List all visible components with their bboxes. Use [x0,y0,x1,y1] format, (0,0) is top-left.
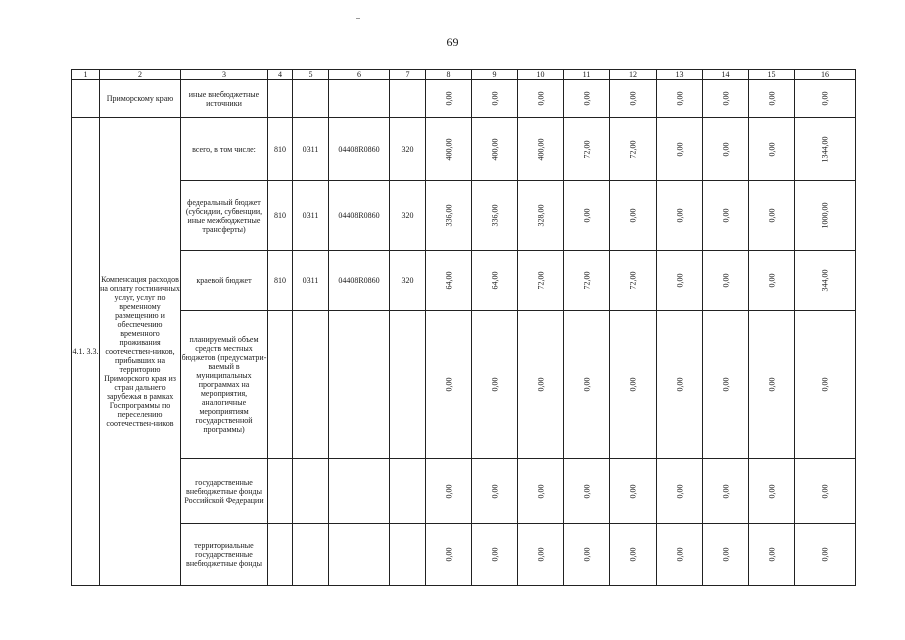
value-cell: 0,00 [564,459,610,524]
value-cell: 0,00 [426,524,472,586]
value-cell: 0,00 [657,524,703,586]
value-cell: 64,00 [472,251,518,311]
rzpr-cell: 0311 [293,251,329,311]
vr-cell: 320 [390,181,426,251]
total-cell: 0,00 [795,524,856,586]
table-row [72,80,856,118]
scan-artifact [356,18,360,19]
rzpr-cell [293,524,329,586]
value-cell: 0,00 [518,524,564,586]
header-cell: 8 [426,70,472,80]
grbs-cell [268,311,293,459]
rzpr-cell [293,459,329,524]
total-cell: 0,00 [795,311,856,459]
value-cell: 0,00 [426,459,472,524]
value-cell: 400,00 [426,118,472,181]
value-cell: 0,00 [657,118,703,181]
value-cell: 0,00 [657,251,703,311]
csr-cell: 04408R0860 [329,181,390,251]
value-cell: 0,00 [610,524,657,586]
rzpr-cell [293,80,329,118]
value-cell: 0,00 [703,311,749,459]
number-cell [72,80,100,118]
value-cell: 0,00 [657,459,703,524]
value-cell: 0,00 [749,118,795,181]
value-cell: 0,00 [657,311,703,459]
grbs-cell [268,459,293,524]
grbs-cell [268,524,293,586]
funding-source-cell: иные внебюджетные источники [181,80,268,118]
total-cell: 1344,00 [795,118,856,181]
value-cell: 0,00 [657,80,703,118]
header-cell: 9 [472,70,518,80]
header-cell: 12 [610,70,657,80]
value-cell: 0,00 [472,311,518,459]
value-cell: 0,00 [564,524,610,586]
csr-cell [329,80,390,118]
value-cell: 0,00 [472,524,518,586]
value-cell: 0,00 [518,311,564,459]
header-cell: 6 [329,70,390,80]
header-cell: 7 [390,70,426,80]
header-cell: 1 [72,70,100,80]
header-cell: 13 [657,70,703,80]
table-row [72,311,856,459]
grbs-cell: 810 [268,118,293,181]
csr-cell [329,459,390,524]
budget-table [71,69,856,586]
header-cell: 16 [795,70,856,80]
table-row [72,459,856,524]
header-cell: 4 [268,70,293,80]
page-number: 69 [446,35,459,49]
total-cell: 0,00 [795,80,856,118]
header-cell: 3 [181,70,268,80]
header-cell: 5 [293,70,329,80]
header-cell: 2 [100,70,181,80]
header-row [72,70,856,80]
value-cell: 0,00 [657,181,703,251]
value-cell: 336,00 [472,181,518,251]
value-cell: 400,00 [472,118,518,181]
grbs-cell [268,80,293,118]
value-cell: 0,00 [564,311,610,459]
table-row [72,524,856,586]
value-cell: 0,00 [610,459,657,524]
total-cell: 1000,00 [795,181,856,251]
value-cell: 0,00 [703,251,749,311]
rzpr-cell [293,311,329,459]
value-cell: 72,00 [610,118,657,181]
value-cell: 0,00 [749,80,795,118]
funding-source-cell: государственные внебюджетные фонды Российской Федерации [181,459,268,524]
value-cell: 0,00 [426,311,472,459]
value-cell: 0,00 [703,459,749,524]
value-cell: 72,00 [518,251,564,311]
value-cell: 0,00 [518,459,564,524]
measure-name-cell: Компенсация расходов на оплату гостиничных услуг, услуг по временному размещению и обеспечению временного проживания соотечествен-ников, прибывших на территорию Приморского края из стран дальнего зарубежья в рамках Госпрограммы по переселению соотечествен-ников [100,118,181,586]
csr-cell [329,524,390,586]
measure-number-cell: 4.1. 3.3. [72,118,100,586]
table-row [72,118,856,181]
header-cell: 15 [749,70,795,80]
rzpr-cell: 0311 [293,181,329,251]
funding-source-cell: всего, в том числе: [181,118,268,181]
value-cell: 0,00 [518,80,564,118]
value-cell: 0,00 [703,524,749,586]
header-cell: 11 [564,70,610,80]
value-cell: 64,00 [426,251,472,311]
csr-cell [329,311,390,459]
value-cell: 0,00 [610,80,657,118]
vr-cell [390,311,426,459]
vr-cell: 320 [390,251,426,311]
header-cell: 10 [518,70,564,80]
funding-source-cell: федеральный бюджет (субсидии, субвенции, иные межбюджетные трансферты) [181,181,268,251]
grbs-cell: 810 [268,181,293,251]
total-cell: 0,00 [795,459,856,524]
value-cell: 72,00 [610,251,657,311]
grbs-cell: 810 [268,251,293,311]
value-cell: 400,00 [518,118,564,181]
value-cell: 0,00 [749,524,795,586]
table-row [72,251,856,311]
value-cell: 0,00 [749,311,795,459]
vr-cell: 320 [390,118,426,181]
value-cell: 0,00 [610,311,657,459]
value-cell: 0,00 [564,181,610,251]
value-cell: 0,00 [610,181,657,251]
funding-source-cell: планируемый объем средств местных бюджетов (предусматри-ваемый в муниципальных программах на мероприятия, аналогичные мероприятиям государственной программы) [181,311,268,459]
rzpr-cell: 0311 [293,118,329,181]
value-cell: 0,00 [749,181,795,251]
value-cell: 0,00 [472,80,518,118]
value-cell: 0,00 [703,118,749,181]
value-cell: 336,00 [426,181,472,251]
vr-cell [390,80,426,118]
value-cell: 72,00 [564,118,610,181]
csr-cell: 04408R0860 [329,118,390,181]
value-cell: 0,00 [564,80,610,118]
vr-cell [390,459,426,524]
vr-cell [390,524,426,586]
value-cell: 328,00 [518,181,564,251]
value-cell: 0,00 [703,80,749,118]
value-cell: 0,00 [749,459,795,524]
table-row [72,181,856,251]
csr-cell: 04408R0860 [329,251,390,311]
value-cell: 72,00 [564,251,610,311]
value-cell: 0,00 [749,251,795,311]
value-cell: 0,00 [703,181,749,251]
value-cell: 0,00 [472,459,518,524]
total-cell: 344,00 [795,251,856,311]
measure-name-cell: Приморскому краю [100,80,181,118]
funding-source-cell: территориальные государственные внебюджетные фонды [181,524,268,586]
value-cell: 0,00 [426,80,472,118]
funding-source-cell: краевой бюджет [181,251,268,311]
header-cell: 14 [703,70,749,80]
